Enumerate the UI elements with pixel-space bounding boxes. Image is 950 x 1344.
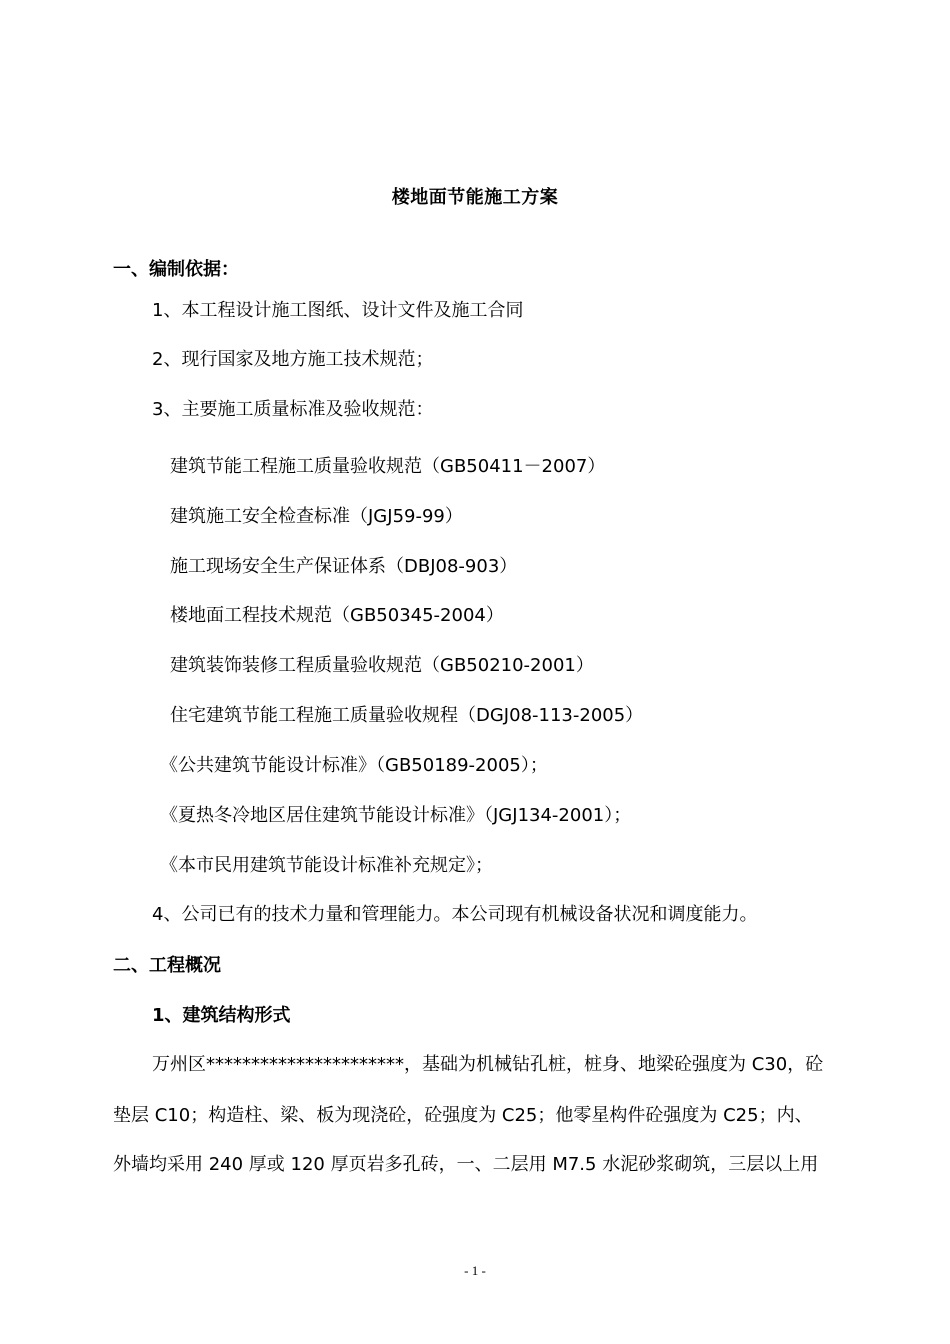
basis-item-2: 2、现行国家及地方施工技术规范； (152, 349, 434, 370)
section-heading-overview: 二、工程概况 (113, 955, 221, 976)
standard-item: 《本市民用建筑节能设计标准补充规定》； (160, 855, 493, 876)
standard-item: 《公共建筑节能设计标准》（GB50189-2005）； (160, 755, 548, 776)
standard-item: 楼地面工程技术规范（GB50345-2004） (170, 605, 504, 626)
standard-item: 《夏热冬冷地区居住建筑节能设计标准》（JGJ134-2001）； (160, 805, 632, 826)
standard-item: 建筑施工安全检查标准（JGJ59-99） (170, 506, 463, 527)
paragraph-line: 万州区**********************，基础为机械钻孔桩，桩身、地梁砼强度为 C30，砼 (152, 1054, 824, 1075)
section-heading-basis: 一、编制依据： (113, 259, 239, 280)
basis-item-3: 3、主要施工质量标准及验收规范： (152, 399, 434, 420)
standard-item: 住宅建筑节能工程施工质量验收规程（DGJ08-113-2005） (170, 705, 644, 726)
standard-item: 建筑装饰装修工程质量验收规范（GB50210-2001） (170, 655, 594, 676)
document-title: 楼地面节能施工方案 (391, 187, 559, 208)
page-number: - 1 - (464, 1263, 486, 1278)
basis-item-1: 1、本工程设计施工图纸、设计文件及施工合同 (152, 300, 524, 321)
basis-item-4: 4、公司已有的技术力量和管理能力。本公司现有机械设备状况和调度能力。 (152, 904, 758, 925)
standard-item: 施工现场安全生产保证体系（DBJ08-903） (170, 556, 518, 577)
standard-item: 建筑节能工程施工质量验收规范（GB50411－2007） (170, 456, 606, 477)
paragraph-line: 外墙均采用 240 厚或 120 厚页岩多孔砖，一、二层用 M7.5 水泥砂浆砌筑，三层以上用 (113, 1154, 819, 1175)
paragraph-line: 垫层 C10；构造柱、梁、板为现浇砼，砼强度为 C25；他零星构件砼强度为 C25；内、 (113, 1105, 813, 1126)
subsection-heading-structure: 1、建筑结构形式 (152, 1005, 291, 1026)
